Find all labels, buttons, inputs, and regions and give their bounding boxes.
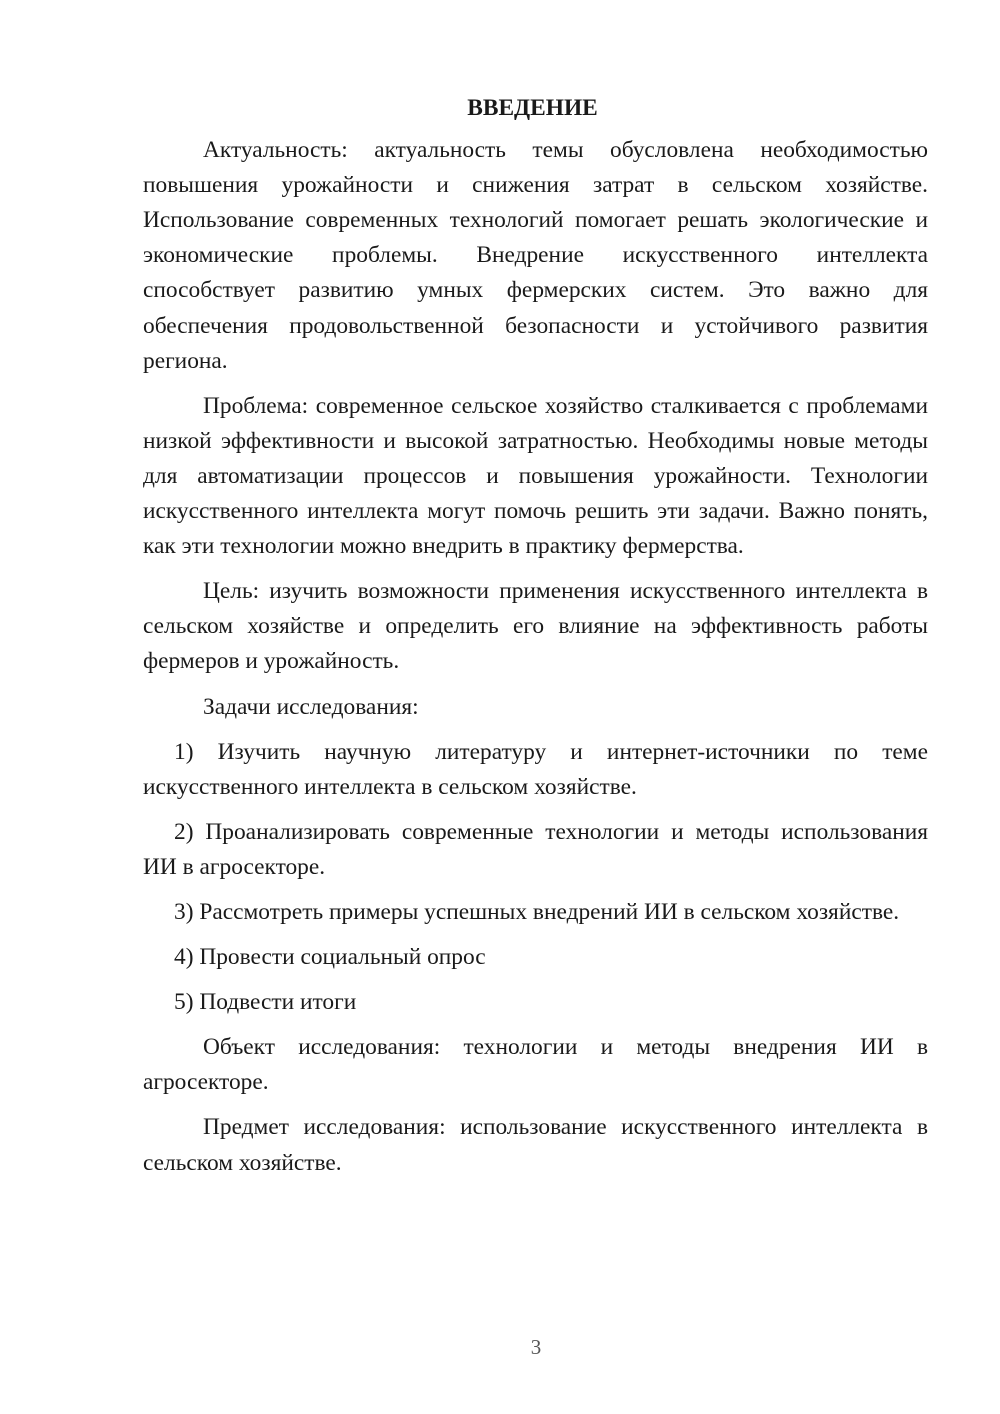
- goal-paragraph: Цель: изучить возможности применения искусственного интеллекта в сельском хозяйстве и определить его влияние на эффективность работы фермеров и урожайность.: [143, 578, 928, 675]
- section-heading: [143, 91, 928, 126]
- page-number: 3: [530, 1335, 542, 1359]
- section-heading-text: ВВЕДЕНИЕ: [467, 95, 598, 121]
- task-item-5: 5) Подвести итоги: [174, 989, 357, 1016]
- subject-paragraph: Предмет исследования: использование искусственного интеллекта в сельском хозяйстве.: [143, 1114, 928, 1176]
- task-item-4: 4) Провести социальный опрос: [174, 944, 486, 971]
- tasks-title: Задачи исследования:: [203, 693, 419, 720]
- task-item-3: 3) Рассмотреть примеры успешных внедрений ИИ в сельском хозяйстве.: [174, 898, 900, 925]
- page-body: [143, 91, 928, 1191]
- relevance-paragraph: Актуальность: актуальность темы обусловлена необходимостью повышения урожайности и снижения затрат в сельском хозяйстве. Использование современных технологий помогает решать экологические и экономические проблемы. Внедрение искусственного интеллекта способствует развитию умных фермерских систем. Это важно для обеспечения продовольственной безопасности и устойчивого развития региона.: [143, 137, 928, 374]
- problem-paragraph: Проблема: современное сельское хозяйство сталкивается с проблемами низкой эффективности и высокой затратностью. Необходимы новые методы для автоматизации процессов и повышения урожайности. Технологии искусственного интеллекта могут помочь решить эти задачи. Важно понять, как эти технологии можно внедрить в практику фермерства.: [143, 392, 928, 560]
- object-paragraph: Объект исследования: технологии и методы внедрения ИИ в агросекторе.: [143, 1034, 928, 1096]
- task-item-1: 1) Изучить научную литературу и интернет-источники по теме искусственного интеллекта в сельском хозяйстве.: [143, 738, 928, 800]
- task-item-2: 2) Проанализировать современные технологии и методы использования ИИ в агросекторе.: [143, 818, 928, 880]
